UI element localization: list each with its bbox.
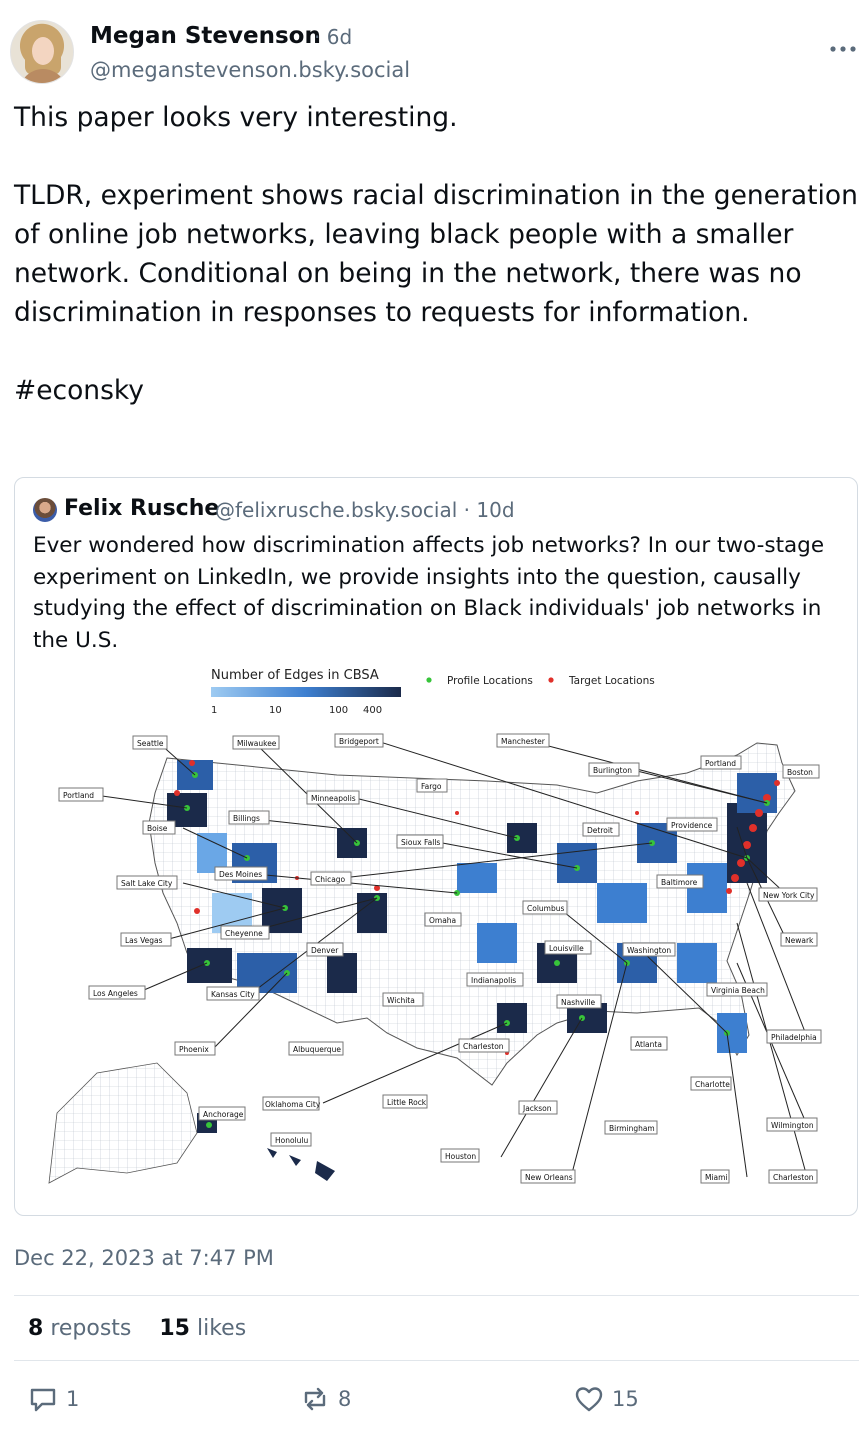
city-label — [89, 986, 145, 999]
city-label — [121, 933, 171, 946]
reposts-label[interactable]: reposts — [50, 1316, 132, 1341]
quoted-post[interactable] — [14, 477, 858, 1216]
city-label — [133, 736, 167, 749]
legend-tick: 100 — [329, 705, 349, 716]
svg-text:Honolulu: Honolulu — [275, 1136, 309, 1145]
svg-text:Denver: Denver — [311, 946, 339, 955]
svg-text:Chicago: Chicago — [315, 875, 346, 884]
city-label — [397, 835, 443, 848]
svg-text:Anchorage: Anchorage — [203, 1110, 244, 1119]
city-label — [589, 763, 639, 776]
city-label — [311, 872, 351, 885]
city-label — [59, 788, 103, 801]
svg-text:Charleston: Charleston — [773, 1173, 814, 1182]
city-label — [769, 1170, 817, 1183]
city-label — [335, 734, 383, 747]
svg-text:Virginia Beach: Virginia Beach — [711, 986, 765, 995]
svg-text:Detroit: Detroit — [587, 826, 613, 835]
reply-count: 1 — [66, 1387, 80, 1411]
svg-text:Manchester: Manchester — [501, 737, 545, 746]
svg-text:Columbus: Columbus — [527, 904, 565, 913]
like-count: 15 — [612, 1387, 639, 1411]
city-label — [781, 933, 817, 946]
city-label — [701, 756, 741, 769]
repost-button[interactable] — [300, 1384, 351, 1414]
legend-tick: 10 — [269, 705, 282, 716]
svg-text:Louisville: Louisville — [549, 944, 584, 953]
legend-tick: 400 — [363, 705, 383, 716]
quote-author-name[interactable]: Felix Rusche — [64, 496, 220, 521]
svg-text:Billings: Billings — [233, 814, 260, 823]
svg-text:Albuquerque: Albuquerque — [293, 1045, 341, 1054]
svg-text:Omaha: Omaha — [429, 916, 457, 925]
target-legend-label: Target Locations — [569, 675, 655, 687]
city-label — [657, 875, 703, 888]
svg-text:Kansas City: Kansas City — [211, 990, 255, 999]
svg-text:Burlington: Burlington — [593, 766, 632, 775]
author-avatar[interactable] — [10, 20, 74, 84]
svg-text:Oklahoma City: Oklahoma City — [265, 1100, 321, 1109]
target-legend-dot — [548, 677, 553, 682]
divider — [14, 1295, 859, 1296]
svg-text:Minneapolis: Minneapolis — [311, 794, 356, 803]
city-label — [605, 1121, 657, 1134]
city-label — [117, 876, 177, 889]
svg-text:Charleston: Charleston — [463, 1042, 504, 1051]
post-text: This paper looks very interesting. TLDR, experiment shows racial discrimination in the generation of online job networks, leaving black people with a smaller network. Conditional on being in the network, there was no discrimination in responses to requests for information. #econsky — [14, 102, 858, 406]
like-button[interactable] — [574, 1384, 639, 1414]
svg-text:Newark: Newark — [785, 936, 814, 945]
quote-text: Ever wondered how discrimination affects job networks? In our two-stage experiment on LinkedIn, we provide insights into the question, causally studying the effect of discrimination on Black individuals' job networks in the U.S. — [33, 533, 825, 653]
city-label — [631, 1037, 667, 1050]
svg-text:Portland: Portland — [705, 759, 737, 768]
city-label — [229, 811, 269, 824]
city-label — [707, 983, 767, 996]
legend-tick: 1 — [211, 705, 218, 716]
city-label — [519, 1101, 557, 1114]
city-label — [175, 1042, 215, 1055]
repost-count: 8 — [338, 1387, 352, 1411]
post-age: · 6d — [314, 25, 353, 49]
svg-text:Nashville: Nashville — [561, 998, 596, 1007]
city-label — [523, 901, 567, 914]
city-label — [767, 1118, 817, 1131]
engagement-stats — [28, 1316, 246, 1341]
svg-text:Charlotte: Charlotte — [695, 1080, 730, 1089]
svg-text:Miami: Miami — [705, 1173, 728, 1182]
repost-icon — [300, 1384, 330, 1414]
city-label — [199, 1107, 245, 1120]
author-handle[interactable]: @meganstevenson.bsky.social — [90, 58, 411, 82]
alaska-outline — [49, 1063, 197, 1183]
svg-text:Sioux Falls: Sioux Falls — [401, 838, 441, 847]
divider — [14, 1360, 859, 1361]
svg-text:Atlanta: Atlanta — [635, 1040, 662, 1049]
post-timestamp: Dec 22, 2023 at 7:47 PM — [14, 1246, 274, 1270]
city-label — [425, 913, 461, 926]
profile-legend-label: Profile Locations — [447, 675, 533, 687]
likes-label[interactable]: likes — [197, 1316, 247, 1341]
svg-text:Salt Lake City: Salt Lake City — [121, 879, 173, 888]
legend-title: Number of Edges in CBSA — [211, 668, 379, 683]
city-label — [783, 765, 819, 778]
city-label — [215, 867, 267, 880]
profile-legend-dot — [426, 677, 431, 682]
svg-text:Fargo: Fargo — [421, 782, 442, 791]
svg-text:Little Rock: Little Rock — [387, 1098, 427, 1107]
network-map-image[interactable] — [37, 663, 837, 1203]
city-label — [383, 1095, 427, 1108]
city-label — [557, 995, 601, 1008]
ellipsis-icon — [828, 43, 858, 55]
svg-text:Providence: Providence — [671, 821, 713, 830]
svg-text:Seattle: Seattle — [137, 739, 164, 748]
heart-icon — [574, 1384, 604, 1414]
svg-text:Washington: Washington — [627, 946, 672, 955]
city-label — [221, 926, 269, 939]
svg-text:New York City: New York City — [763, 891, 815, 900]
svg-text:New Orleans: New Orleans — [525, 1173, 573, 1182]
city-label — [521, 1170, 575, 1183]
author-name[interactable]: Megan Stevenson — [90, 23, 321, 49]
city-label — [289, 1042, 343, 1055]
city-label — [233, 736, 279, 749]
city-label — [441, 1149, 479, 1162]
city-label — [667, 818, 717, 831]
city-label — [459, 1039, 509, 1052]
svg-text:Las Vegas: Las Vegas — [125, 936, 163, 945]
legend-gradient — [211, 687, 401, 697]
hawaii-outline — [267, 1148, 335, 1181]
svg-text:Jackson: Jackson — [523, 1104, 552, 1113]
more-options-button[interactable] — [828, 32, 858, 62]
svg-text:Wichita: Wichita — [387, 996, 415, 1005]
city-label — [691, 1077, 731, 1090]
quote-author-avatar[interactable] — [33, 498, 57, 522]
svg-text:Wilmington: Wilmington — [771, 1121, 814, 1130]
city-label — [383, 993, 423, 1006]
svg-text:Boise: Boise — [147, 824, 168, 833]
svg-text:Cheyenne: Cheyenne — [225, 929, 263, 938]
city-label — [467, 973, 523, 986]
svg-text:Boston: Boston — [787, 768, 813, 777]
city-label — [767, 1030, 821, 1043]
svg-text:Baltimore: Baltimore — [661, 878, 698, 887]
reply-icon — [28, 1384, 58, 1414]
city-label — [583, 823, 619, 836]
city-label — [263, 1097, 321, 1110]
city-label — [545, 941, 591, 954]
svg-text:Los Angeles: Los Angeles — [93, 989, 138, 998]
svg-text:Houston: Houston — [445, 1152, 477, 1161]
city-label — [417, 779, 447, 792]
reply-button[interactable] — [28, 1384, 79, 1414]
post-header — [10, 18, 860, 88]
svg-text:Bridgeport: Bridgeport — [339, 737, 379, 746]
city-label — [307, 791, 359, 804]
svg-text:Birmingham: Birmingham — [609, 1124, 655, 1133]
city-label — [623, 943, 675, 956]
svg-text:Des Moines: Des Moines — [219, 870, 263, 879]
city-label — [497, 734, 549, 747]
svg-text:Milwaukee: Milwaukee — [237, 739, 277, 748]
svg-text:Philadelphia: Philadelphia — [771, 1033, 817, 1042]
city-label — [759, 888, 817, 901]
city-label — [307, 943, 343, 956]
svg-text:Indianapolis: Indianapolis — [471, 976, 517, 985]
svg-text:Portland: Portland — [63, 791, 95, 800]
city-label — [271, 1133, 311, 1146]
city-label — [701, 1170, 729, 1183]
action-bar — [28, 1384, 848, 1420]
quote-author-handle[interactable]: @felixrusche.bsky.social · 10d — [215, 498, 515, 522]
city-label — [143, 821, 175, 834]
likes-count[interactable]: 15 — [159, 1316, 190, 1341]
svg-text:Phoenix: Phoenix — [179, 1045, 209, 1054]
city-label — [207, 987, 259, 1000]
reposts-count[interactable]: 8 — [28, 1316, 44, 1341]
